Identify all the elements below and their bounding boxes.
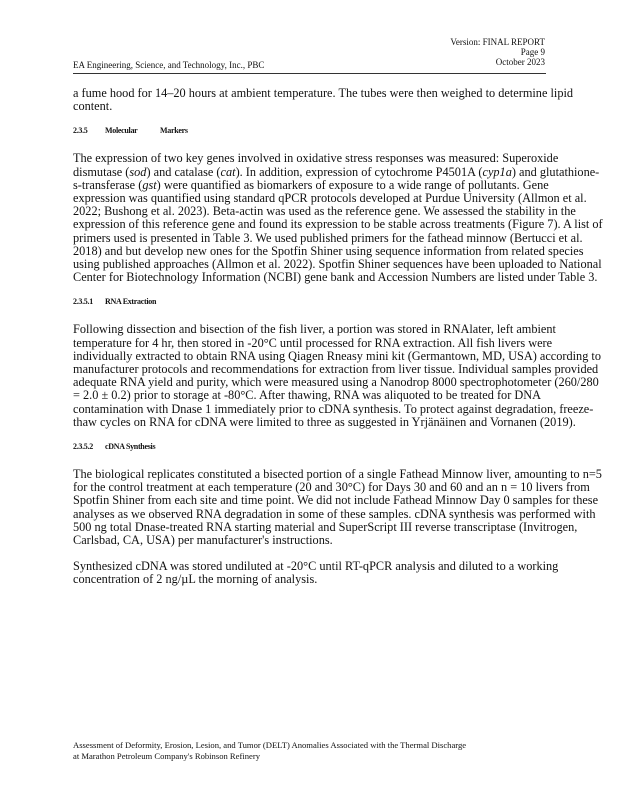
page-header [0, 0, 618, 80]
gene-cyp1a: cyp1a [482, 164, 512, 179]
rna-extraction-paragraph: Following dissection and bisection of the fish liver, a portion was stored in RNAlater, left ambient temperature for 4 hr, then stored in -20°C until processed for RNA extraction. All fish livers were individually extracted to obtain RNA using Qiagen Rneasy mini kit (Germantown, MD, USA) according to manufacturer protocols and recommendations for extraction from liver tissue. Individual samples provided adequate RNA yield and purity, which were measured using a Nanodrop 8000 spectrophotometer (260/280 = 2.0 ± 0.2) prior to storage at -80°C. After thawing, RNA was aliquoted to be treated for DNA contamination with Dnase 1 immediately prior to cDNA synthesis. To protect against degradation, freeze-thaw cycles on RNA for cDNA were limited to three as suggested in Yrjänäinen and Vornanen (2019). [73, 322, 601, 429]
section-title-word-1: Molecular [105, 126, 138, 136]
footer-line-1: Assessment of Deformity, Erosion, Lesion, and Tumor (DELT) Anomalies Associated with the Thermal Discharge [73, 740, 467, 750]
document-body [73, 87, 603, 600]
section-heading-molecular-markers [73, 126, 603, 136]
subsection-title: RNA Extraction [105, 297, 157, 307]
gene-sod: sod [129, 164, 147, 179]
subsection-heading-rna-extraction [73, 297, 603, 307]
cdna-storage-paragraph: Synthesized cDNA was stored undiluted at -20°C until RT-qPCR analysis and diluted to a working concentration of 2 ng/µL the morning of analysis. [73, 559, 559, 587]
text-run: ) and catalase ( [146, 164, 221, 179]
report-version: Version: FINAL REPORT [450, 37, 545, 47]
text-run: ) were quantified as biomarkers of exposure to a wide range of pollutants. Gene expression was quantified using standard qPCR protocols developed at Purdue University (Allmon et al. 2022; Bushong et al. 2023). Beta-actin was used as the reference gene. We assessed the stability in the expression of this reference gene and found its expression to be stable across treatments (Figure 7). A list of primers used is presented in Table 3. We used published primers for the fathead minnow (Bertucci et al. 2018) and but develop new ones for the Spotfin Shiner using sequence information from related species using published approaches (Allmon et al. 2022). Spotfin Shiner sequences have been uploaded to National Center for Biotechnology Information (NCBI) gene bank and Accession Numbers are listed under Table 3. [73, 177, 603, 285]
company-name: EA Engineering, Science, and Technology, Inc., PBC [73, 60, 265, 70]
gene-gst: gst [142, 177, 157, 192]
report-date: October 2023 [495, 57, 545, 67]
subsection-heading-cdna-synthesis [73, 442, 603, 452]
lipid-paragraph: a fume hood for 14–20 hours at ambient temperature. The tubes were then weighed to determine lipid content. [73, 86, 574, 114]
text-run: The expression of two key genes involved in oxidative stress responses was measured: Superoxide dismutase ( [73, 151, 559, 179]
page-footer [73, 740, 466, 762]
header-right-block [450, 37, 545, 67]
text-run: ). In addition, expression of cytochrome P4501A ( [235, 164, 483, 179]
replicates-paragraph: The biological replicates constituted a bisected portion of a single Fathead Minnow liver, amounting to n=5 for the control treatment at each temperature (20 and 30°C) for Days 30 and 60 and an n = 10 livers from Spotfin Shiner from each site and time point. We did not include Fathead Minnow Day 0 samples for these analyses as we observed RNA degradation in some of these samples. cDNA synthesis was performed with 500 ng total Dnase-treated RNA starting material and SuperScript III reverse transcriptase (Invitrogen, Carlsbad, CA, USA) per manufacturer's instructions. [73, 467, 602, 548]
subsection-number: 2.3.5.2 [73, 442, 93, 452]
footer-line-2: at Marathon Petroleum Company's Robinson Refinery [73, 751, 261, 761]
subsection-title: cDNA Synthesis [105, 442, 156, 452]
subsection-number: 2.3.5.1 [73, 297, 93, 307]
header-divider [73, 73, 546, 74]
gene-cat: cat [220, 164, 236, 179]
page-number: Page 9 [520, 47, 545, 57]
section-title-word-2: Markers [160, 126, 188, 136]
text-run: ) and glutathione-s-transferase ( [73, 164, 600, 192]
section-number: 2.3.5 [73, 126, 88, 136]
gene-expression-paragraph [73, 152, 603, 284]
